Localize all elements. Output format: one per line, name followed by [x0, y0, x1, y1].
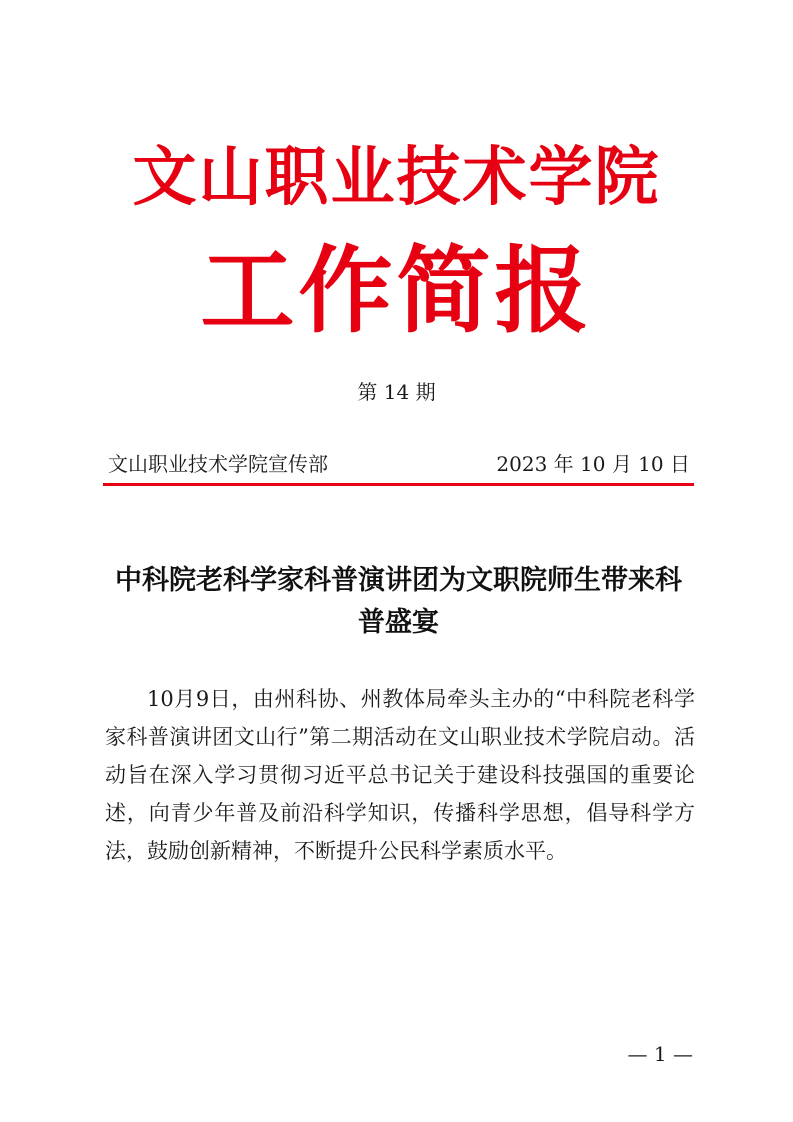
publication-title: 工作简报: [200, 236, 593, 346]
issue-number: 第 14 期: [357, 380, 436, 404]
article-body-paragraph: 10月9日，由州科协、州教体局牵头主办的“中科院老科学家科普演讲团文山行”第二期活动在文山职业技术学院启动。活动旨在深入学习贯彻习近平总书记关于建设科技强国的重要论述，向青少年普及前沿科学知识，传播科学思想，倡导科学方法，鼓励创新精神，不断提升公民科学素质水平。: [105, 687, 695, 863]
page-number: — 1 —: [627, 1042, 693, 1066]
issuer-department: 文山职业技术学院宣传部: [108, 452, 328, 476]
red-header-rule: [103, 483, 694, 486]
organization-title: 文山职业技术学院: [132, 140, 661, 215]
issue-date: 2023 年 10 月 10 日: [496, 452, 690, 476]
article-headline: 中科院老科学家科普演讲团为文职院师生带来科普盛宴: [115, 565, 682, 638]
